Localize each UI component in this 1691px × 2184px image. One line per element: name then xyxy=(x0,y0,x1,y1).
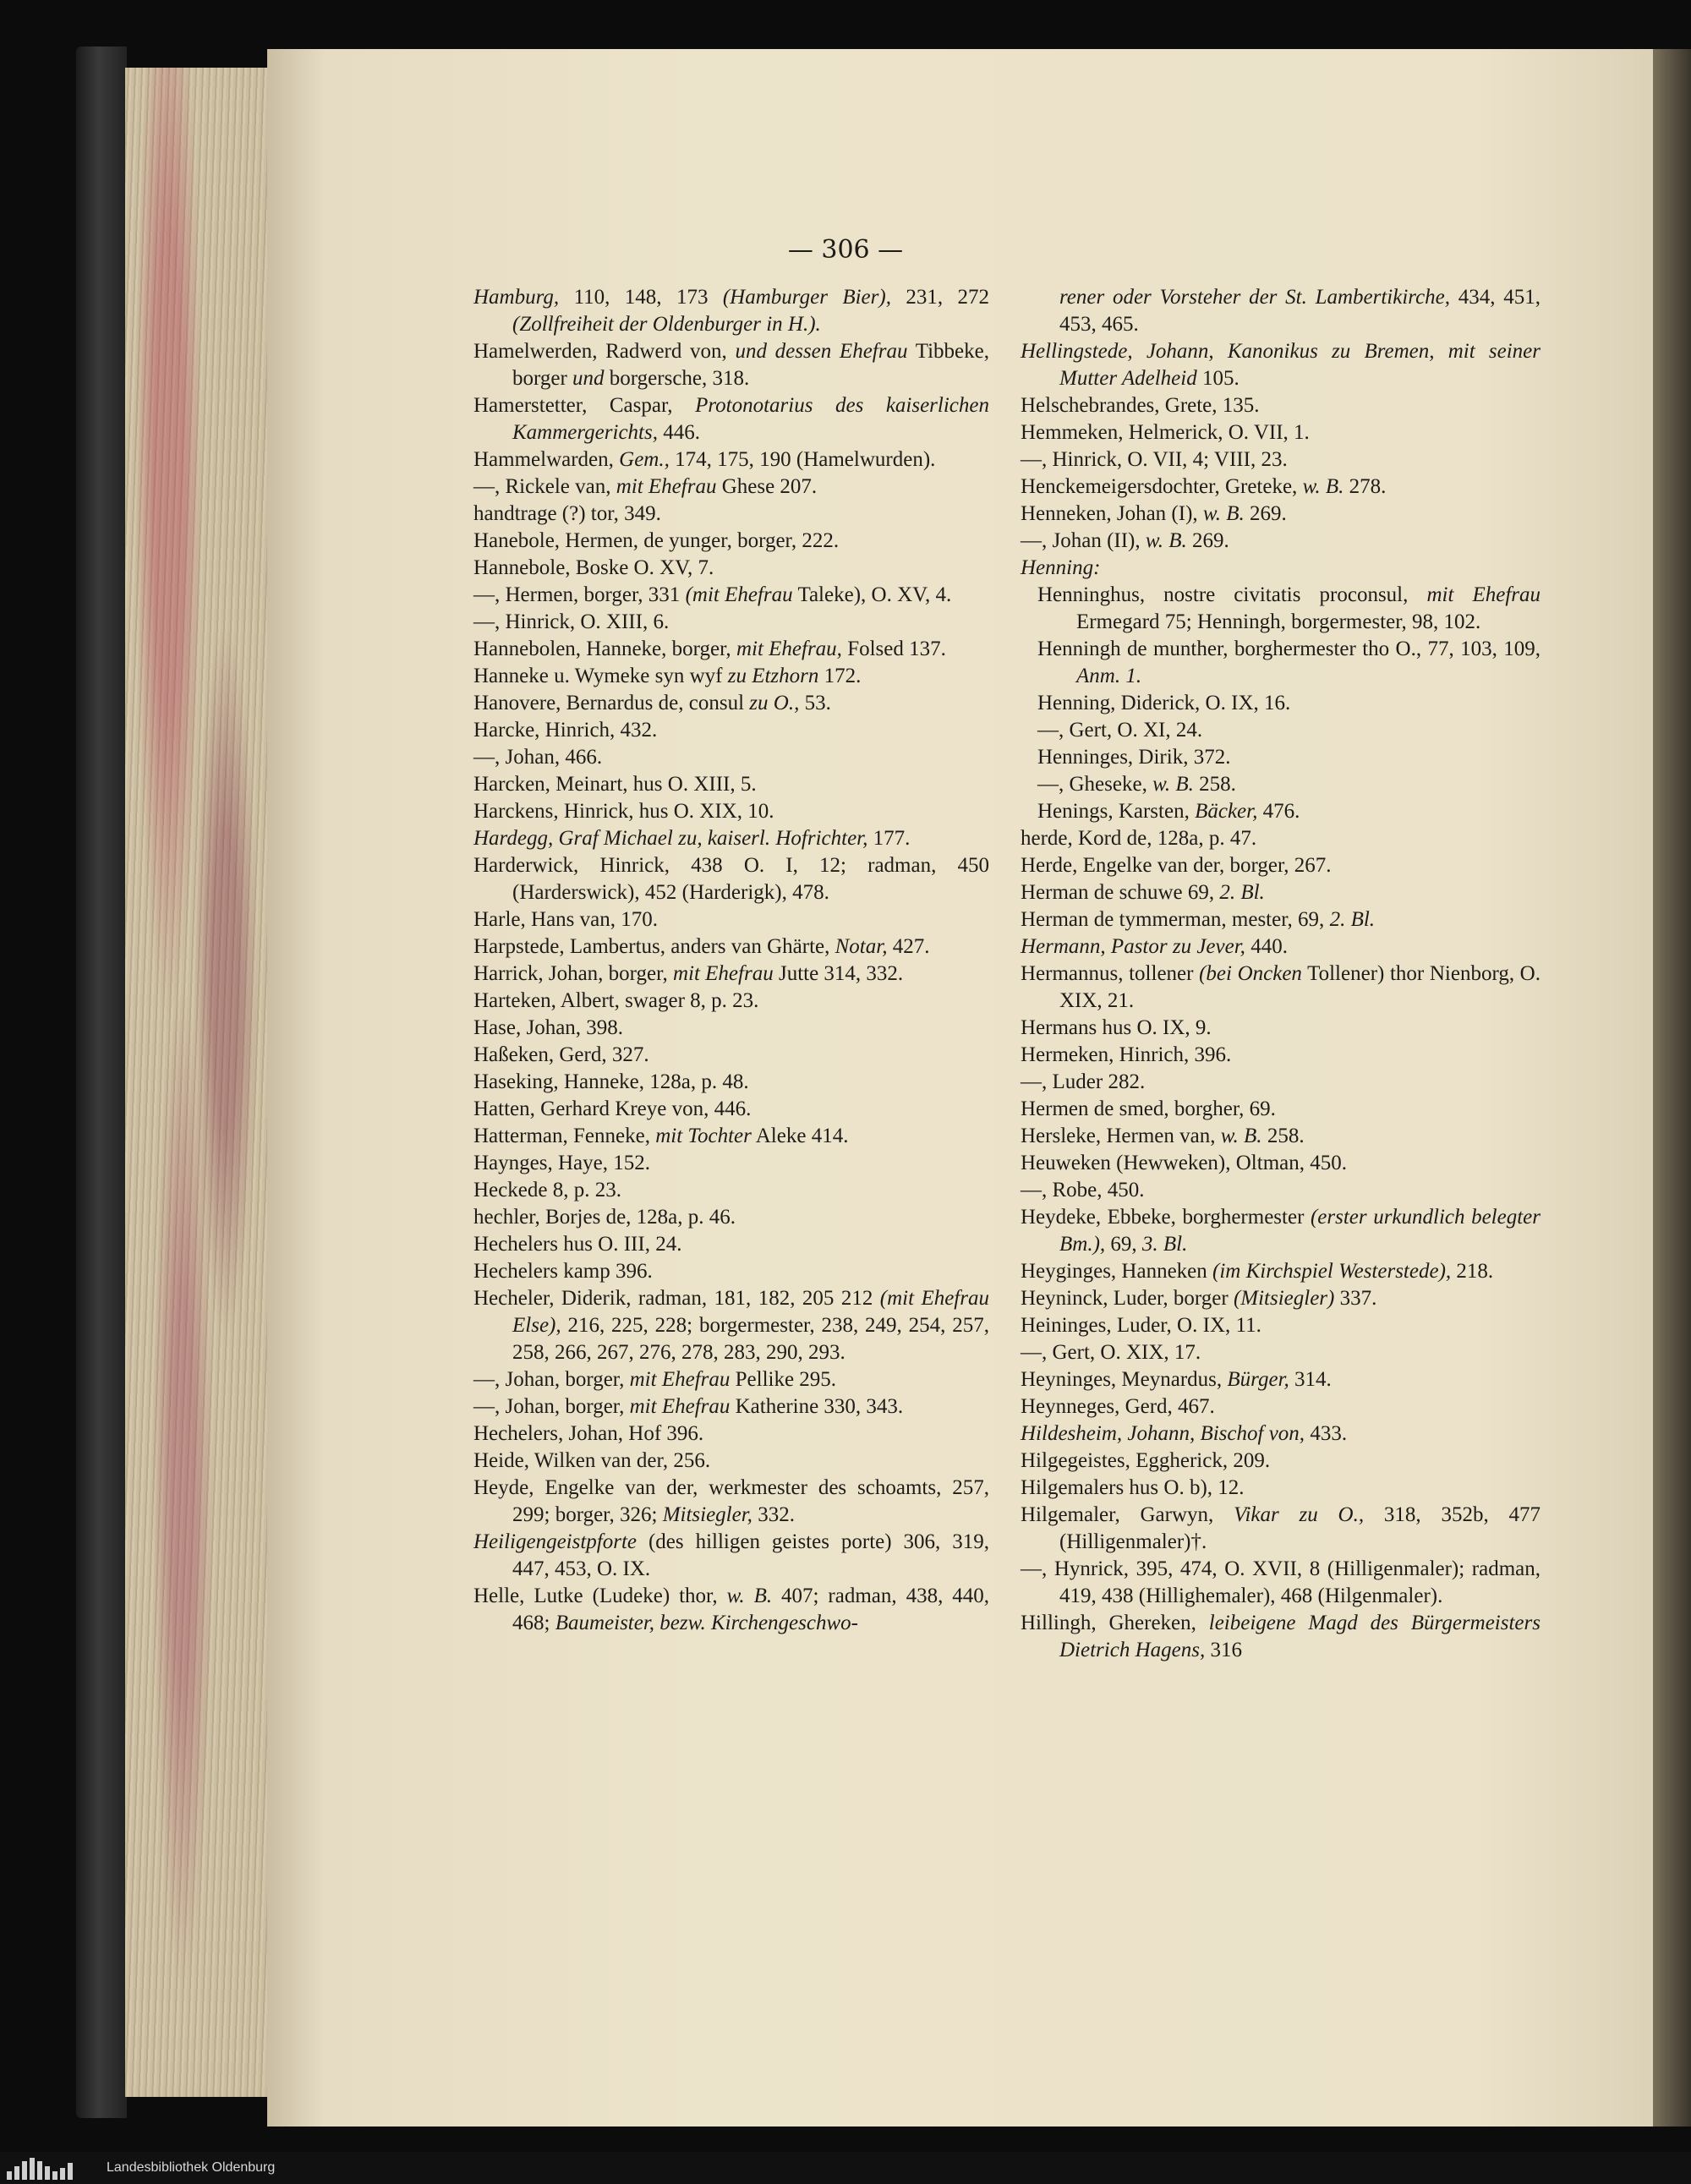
index-column-right xyxy=(1021,284,1541,1664)
entry-text: Henckemeigersdochter, Greteke, xyxy=(1021,475,1303,498)
entry-text: Hecheler, Diderik, radman, 181, 182, 205 212 xyxy=(473,1287,880,1310)
entry-text: Helschebrandes, Grete, 135. xyxy=(1021,394,1260,417)
entry-text: Haynges, Haye, 152. xyxy=(473,1152,650,1174)
entry-text: Heyde, Engelke van der, werkmester des schoamts, 257, 299; borger, 326; xyxy=(473,1476,989,1526)
index-entry xyxy=(473,744,989,771)
index-entry xyxy=(473,1285,989,1366)
entry-text: mit Ehefrau xyxy=(616,475,717,498)
index-entry xyxy=(1021,690,1541,717)
index-entry xyxy=(473,690,989,717)
entry-text: (mit Ehefrau xyxy=(685,583,793,606)
entry-text: 3. Bl. xyxy=(1141,1233,1188,1256)
entry-text: Heyginges, Hanneken xyxy=(1021,1260,1213,1283)
entry-text: Hatten, Gerhard Kreye von, 446. xyxy=(473,1097,752,1120)
entry-text: 318, 352b, 477 (Hilligenmaler)†. xyxy=(1059,1503,1541,1553)
entry-text: (Mitsiegler) xyxy=(1233,1287,1335,1310)
entry-text: Hamerstetter, Caspar, xyxy=(473,394,696,417)
entry-text: borgersche, 318. xyxy=(604,367,750,390)
index-entry xyxy=(1021,717,1541,744)
library-logo-icon xyxy=(7,2156,98,2180)
entry-text: Tibbeke, borger xyxy=(512,340,989,390)
entry-text: 2. Bl. xyxy=(1219,881,1265,904)
index-entry xyxy=(1021,1069,1541,1096)
entry-text: 218. xyxy=(1451,1260,1494,1283)
index-entry xyxy=(473,717,989,744)
entry-text: —, Hinrick, O. XIII, 6. xyxy=(473,610,670,633)
index-entry xyxy=(1021,338,1541,392)
index-entry xyxy=(1021,582,1541,636)
entry-text: Heyninges, Meynardus, xyxy=(1021,1368,1228,1391)
entry-text: (des hilligen geistes porte) 306, 319, 447, 453, O. IX. xyxy=(512,1530,989,1580)
entry-text: Hilgegeistes, Eggherick, 209. xyxy=(1021,1449,1271,1472)
entry-text: Hildesheim, Johann, Bischof von, xyxy=(1021,1422,1305,1445)
right-page-edge xyxy=(1653,49,1691,2127)
entry-text: Heynneges, Gerd, 467. xyxy=(1021,1395,1215,1418)
entry-text: Hermeken, Hinrich, 396. xyxy=(1021,1043,1232,1066)
entry-text: Hanebole, Hermen, de yunger, borger, 222. xyxy=(473,529,840,552)
entry-text: Harteken, Albert, swager 8, p. 23. xyxy=(473,989,759,1012)
entry-text: zu O., xyxy=(749,692,800,714)
entry-text: Heydeke, Ebbeke, borghermester xyxy=(1021,1206,1311,1229)
entry-text: Hellingstede, Johann, Kanonikus zu Bremen, mit seiner Mutter Adelheid xyxy=(1021,340,1541,390)
entry-text: Heyninck, Luder, borger xyxy=(1021,1287,1234,1310)
index-entry xyxy=(1021,798,1541,825)
index-entry xyxy=(1021,473,1541,501)
index-entry xyxy=(473,906,989,933)
entry-text: —, Johan, borger, xyxy=(473,1368,630,1391)
entry-text: (Hamburger Bier), xyxy=(722,286,891,309)
entry-text: Herman de schuwe 69, xyxy=(1021,881,1220,904)
entry-text: Hermen de smed, borgher, 69. xyxy=(1021,1097,1276,1120)
index-entry xyxy=(473,636,989,663)
entry-text: Harle, Hans van, 170. xyxy=(473,908,658,931)
entry-text: 427. xyxy=(887,935,930,958)
index-entry xyxy=(473,663,989,690)
entry-text: —, Hinrick, O. VII, 4; VIII, 23. xyxy=(1021,448,1288,471)
index-entry xyxy=(473,528,989,555)
entry-text: 2. Bl. xyxy=(1329,908,1376,931)
entry-text: mit Ehefrau xyxy=(1426,583,1541,606)
entry-text: 258. xyxy=(1261,1125,1305,1147)
index-entry xyxy=(1021,1366,1541,1393)
index-entry xyxy=(473,1150,989,1177)
book-cover xyxy=(76,47,127,2118)
index-entry xyxy=(473,1393,989,1420)
entry-text: —, Johan, borger, xyxy=(473,1395,630,1418)
entry-text: Folsed 137. xyxy=(841,638,946,660)
page-number: — 306 — xyxy=(787,235,904,265)
index-entry xyxy=(473,609,989,636)
entry-text: Heuweken (Hewweken), Oltman, 450. xyxy=(1021,1152,1347,1174)
entry-text: 216, 225, 228; borgermester, 238, 249, 254, 257, 258, 266, 267, 276, 278, 283, 290, 293. xyxy=(512,1314,989,1364)
entry-text: —, Gert, O. XIX, 17. xyxy=(1021,1341,1201,1364)
entry-text: —, Gheseke, xyxy=(1037,773,1153,796)
entry-text: mit Ehefrau xyxy=(629,1395,731,1418)
entry-text: 177. xyxy=(867,827,911,850)
entry-text: 174, 175, 190 (Hamelwurden). xyxy=(669,448,936,471)
entry-text: Henningh de munther, borghermester tho O., 77, 103, 109, xyxy=(1037,638,1541,660)
entry-text: Hamburg, xyxy=(473,286,560,309)
footer-bar xyxy=(0,2152,1691,2184)
entry-text: —, Rickele van, xyxy=(473,475,616,498)
entry-text: rener oder Vorsteher der St. Lambertikirche, xyxy=(1059,286,1451,309)
entry-text: Hermans hus O. IX, 9. xyxy=(1021,1016,1212,1039)
index-entry xyxy=(473,446,989,473)
index-entry xyxy=(1021,1285,1541,1312)
index-entry xyxy=(1021,419,1541,446)
entry-text: Hersleke, Hermen van, xyxy=(1021,1125,1221,1147)
index-entry xyxy=(1021,284,1541,338)
index-entry xyxy=(473,1366,989,1393)
entry-text: —, Robe, 450. xyxy=(1021,1179,1145,1201)
index-entry xyxy=(1021,636,1541,690)
entry-text: Henning: xyxy=(1021,556,1101,579)
entry-text: Hillingh, Ghereken, xyxy=(1021,1612,1209,1634)
entry-text: 434, 451, 453, 465. xyxy=(1059,286,1541,336)
entry-text: herde, Kord de, 128a, p. 47. xyxy=(1021,827,1257,850)
index-entry xyxy=(473,473,989,501)
entry-text: Harckens, Hinrick, hus O. XIX, 10. xyxy=(473,800,774,823)
index-entry xyxy=(1021,1042,1541,1069)
entry-text: 314. xyxy=(1289,1368,1332,1391)
index-entry xyxy=(1021,825,1541,852)
index-entry xyxy=(1021,852,1541,879)
index-entry xyxy=(1021,446,1541,473)
entry-text: Hermannus, tollener xyxy=(1021,962,1200,985)
index-entry xyxy=(473,1096,989,1123)
entry-text: Hanovere, Bernardus de, consul xyxy=(473,692,750,714)
index-entry xyxy=(1021,1258,1541,1285)
entry-text: 105. xyxy=(1196,367,1240,390)
entry-text: Henneken, Johan (I), xyxy=(1021,502,1203,525)
index-entry xyxy=(1021,1312,1541,1339)
entry-text: w. B. xyxy=(1202,502,1245,525)
index-entry xyxy=(1021,1339,1541,1366)
entry-text: w. B. xyxy=(726,1585,773,1607)
entry-text: Harrick, Johan, borger, xyxy=(473,962,673,985)
entry-text: Hatterman, Fenneke, xyxy=(473,1125,656,1147)
entry-text: Hase, Johan, 398. xyxy=(473,1016,624,1039)
index-entry xyxy=(1021,961,1541,1015)
entry-text: 258. xyxy=(1193,773,1236,796)
entry-text: Henings, Karsten, xyxy=(1037,800,1196,823)
index-entry xyxy=(473,852,989,906)
index-entry xyxy=(1021,906,1541,933)
index-entry xyxy=(1021,879,1541,906)
entry-text: (mit Ehefrau Else), xyxy=(512,1287,989,1337)
entry-text: Henninges, Dirik, 372. xyxy=(1037,746,1231,769)
index-entry xyxy=(473,1042,989,1069)
entry-text: —, Hynrick, 395, 474, O. XVII, 8 (Hilligenmaler); radman, 419, 438 (Hillighemaler), 468 (Hilgenmaler). xyxy=(1021,1557,1541,1607)
entry-text: 337. xyxy=(1334,1287,1377,1310)
entry-text: Hechelers hus O. III, 24. xyxy=(473,1233,682,1256)
entry-text: 69, xyxy=(1105,1233,1142,1256)
entry-text: 332. xyxy=(752,1503,795,1526)
index-entry xyxy=(473,933,989,961)
entry-text: mit Tochter xyxy=(655,1125,752,1147)
index-entry xyxy=(1021,1475,1541,1502)
index-entry xyxy=(473,1258,989,1285)
index-entry xyxy=(473,1015,989,1042)
entry-text: mit Ehefrau, xyxy=(736,638,842,660)
entry-text: Ermegard 75; Henningh, borgermester, 98, 102. xyxy=(1076,610,1481,633)
entry-text: 110, 148, 173 xyxy=(559,286,723,309)
entry-text: Jutte 314, 332. xyxy=(773,962,904,985)
entry-text: Hamelwerden, Radwerd von, xyxy=(473,340,736,363)
entry-text: w. B. xyxy=(1145,529,1187,552)
entry-text: Hardegg, Graf Michael zu, kaiserl. Hofrichter, xyxy=(473,827,868,850)
entry-text: —, Johan (II), xyxy=(1021,529,1146,552)
entry-text: Helle, Lutke (Ludeke) thor, xyxy=(473,1585,727,1607)
entry-text: 231, 272 xyxy=(890,286,990,309)
entry-text: hechler, Borjes de, 128a, p. 46. xyxy=(473,1206,736,1229)
entry-text: 269. xyxy=(1244,502,1287,525)
entry-text: w. B. xyxy=(1220,1125,1262,1147)
index-entry xyxy=(1021,1420,1541,1448)
entry-text: Vikar zu O., xyxy=(1234,1503,1365,1526)
entry-text: Haßeken, Gerd, 327. xyxy=(473,1043,649,1066)
entry-text: mit Ehefrau xyxy=(629,1368,731,1391)
entry-text: 407; radman, 438, 440, 468; xyxy=(512,1585,989,1634)
entry-text: Hechelers, Johan, Hof 396. xyxy=(473,1422,704,1445)
entry-text: Notar, xyxy=(835,935,888,958)
entry-text: Baumeister, bezw. Kirchengeschwo- xyxy=(555,1612,858,1634)
index-entry xyxy=(1021,555,1541,582)
entry-text: Henning, Diderick, O. IX, 16. xyxy=(1037,692,1291,714)
entry-text: (erster urkundlich belegter Bm.), xyxy=(1059,1206,1541,1256)
entry-text: Hermann, Pastor zu Jever, xyxy=(1021,935,1245,958)
index-entry xyxy=(1021,1015,1541,1042)
library-name: Landesbibliothek Oldenburg xyxy=(107,2160,276,2175)
entry-text: Heckede 8, p. 23. xyxy=(473,1179,621,1201)
index-entry xyxy=(473,1420,989,1448)
index-entry xyxy=(1021,1177,1541,1204)
entry-text: Hanneke u. Wymeke syn wyf xyxy=(473,665,728,687)
index-entry xyxy=(473,988,989,1015)
marbled-page-edge xyxy=(125,68,271,2097)
index-entry xyxy=(1021,1123,1541,1150)
entry-text: Aleke 414. xyxy=(751,1125,849,1147)
entry-text: Hechelers kamp 396. xyxy=(473,1260,653,1283)
entry-text: Taleke), O. XV, 4. xyxy=(792,583,952,606)
index-entry xyxy=(473,338,989,392)
index-entry xyxy=(473,1123,989,1150)
index-entry xyxy=(1021,1150,1541,1177)
index-entry xyxy=(473,1177,989,1204)
index-entry xyxy=(1021,1556,1541,1610)
index-entry xyxy=(1021,1610,1541,1664)
index-entry xyxy=(473,1204,989,1231)
entry-text: (bei Oncken xyxy=(1199,962,1302,985)
entry-text: w. B. xyxy=(1302,475,1344,498)
entry-text: 316 xyxy=(1205,1639,1242,1661)
entry-text: Harcken, Meinart, hus O. XIII, 5. xyxy=(473,773,757,796)
index-entry xyxy=(473,501,989,528)
index-entry xyxy=(473,798,989,825)
entry-text: handtrage (?) tor, 349. xyxy=(473,502,661,525)
entry-text: w. B. xyxy=(1152,773,1194,796)
index-entry xyxy=(1021,1393,1541,1420)
entry-text: Bürger, xyxy=(1227,1368,1289,1391)
index-entry xyxy=(473,392,989,446)
entry-text: Heide, Wilken van der, 256. xyxy=(473,1449,711,1472)
entry-text: Hannebolen, Hanneke, borger, xyxy=(473,638,736,660)
entry-text: 172. xyxy=(818,665,862,687)
entry-text: Herde, Engelke van der, borger, 267. xyxy=(1021,854,1332,877)
index-entry xyxy=(1021,501,1541,528)
entry-text: Harcke, Hinrich, 432. xyxy=(473,719,658,742)
entry-text: Hilgemalers hus O. b), 12. xyxy=(1021,1476,1245,1499)
entry-text: Hemmeken, Helmerick, O. VII, 1. xyxy=(1021,421,1310,444)
entry-text: Harpstede, Lambertus, anders van Ghärte, xyxy=(473,935,835,958)
entry-text: Haseking, Hanneke, 128a, p. 48. xyxy=(473,1070,749,1093)
entry-text: Anm. 1. xyxy=(1076,665,1142,687)
entry-text: —, Johan, 466. xyxy=(473,746,603,769)
entry-text: leibeigene Magd des Bürgermeisters Dietrich Hagens, xyxy=(1059,1612,1541,1661)
index-entry xyxy=(473,555,989,582)
index-entry xyxy=(1021,744,1541,771)
index-entry xyxy=(1021,392,1541,419)
entry-text: Heininges, Luder, O. IX, 11. xyxy=(1021,1314,1261,1337)
index-entry xyxy=(1021,528,1541,555)
index-entry xyxy=(473,582,989,609)
entry-text: Katherine 330, 343. xyxy=(730,1395,904,1418)
entry-text: Pellike 295. xyxy=(730,1368,837,1391)
index-entry xyxy=(473,1448,989,1475)
index-entry xyxy=(473,825,989,852)
entry-text: 53. xyxy=(799,692,831,714)
entry-text: —, Gert, O. XI, 24. xyxy=(1037,719,1203,742)
index-entry xyxy=(473,1475,989,1529)
index-entry xyxy=(1021,1502,1541,1556)
entry-text: (Zollfreiheit der Oldenburger in H.). xyxy=(512,313,821,336)
index-entry xyxy=(1021,1204,1541,1258)
entry-text: Henninghus, nostre civitatis proconsul, xyxy=(1037,583,1427,606)
index-entry xyxy=(1021,1448,1541,1475)
index-entry xyxy=(473,1231,989,1258)
entry-text: 440. xyxy=(1245,935,1288,958)
entry-text: Tollener) thor Nienborg, O. XIX, 21. xyxy=(1059,962,1541,1012)
entry-text: mit Ehefrau xyxy=(672,962,774,985)
entry-text: Bäcker, xyxy=(1195,800,1258,823)
entry-text: Protonotarius des kaiserlichen Kammergerichts, xyxy=(512,394,989,444)
entry-text: —, Luder 282. xyxy=(1021,1070,1146,1093)
entry-text: Gem., xyxy=(619,448,670,471)
index-entry xyxy=(473,1529,989,1583)
index-entry xyxy=(473,961,989,988)
entry-text: 278. xyxy=(1343,475,1387,498)
entry-text: 269. xyxy=(1186,529,1229,552)
entry-text: und dessen Ehefrau xyxy=(735,340,908,363)
entry-text: Mitsiegler, xyxy=(662,1503,752,1526)
entry-text: Hannebole, Boske O. XV, 7. xyxy=(473,556,714,579)
index-entry xyxy=(473,1069,989,1096)
entry-text: 433. xyxy=(1305,1422,1348,1445)
index-entry xyxy=(473,1583,989,1637)
index-entry xyxy=(473,284,989,338)
entry-text: 476. xyxy=(1257,800,1300,823)
entry-text: und xyxy=(572,367,605,390)
entry-text: Heiligengeistpforte xyxy=(473,1530,638,1553)
index-entry xyxy=(473,771,989,798)
index-column-left xyxy=(473,284,989,1637)
entry-text: zu Etzhorn xyxy=(727,665,819,687)
entry-text: Harderwick, Hinrick, 438 O. I, 12; radman, 450 (Harderswick), 452 (Harderigk), 478. xyxy=(473,854,989,904)
entry-text: Hammelwarden, xyxy=(473,448,620,471)
entry-text: (im Kirchspiel Westerstede), xyxy=(1212,1260,1452,1283)
entry-text: 446. xyxy=(657,421,700,444)
entry-text: Hilgemaler, Garwyn, xyxy=(1021,1503,1234,1526)
entry-text: —, Hermen, borger, 331 xyxy=(473,583,686,606)
index-entry xyxy=(1021,1096,1541,1123)
entry-text: Herman de tymmerman, mester, 69, xyxy=(1021,908,1330,931)
index-entry xyxy=(1021,771,1541,798)
index-entry xyxy=(1021,933,1541,961)
entry-text: Ghese 207. xyxy=(716,475,818,498)
